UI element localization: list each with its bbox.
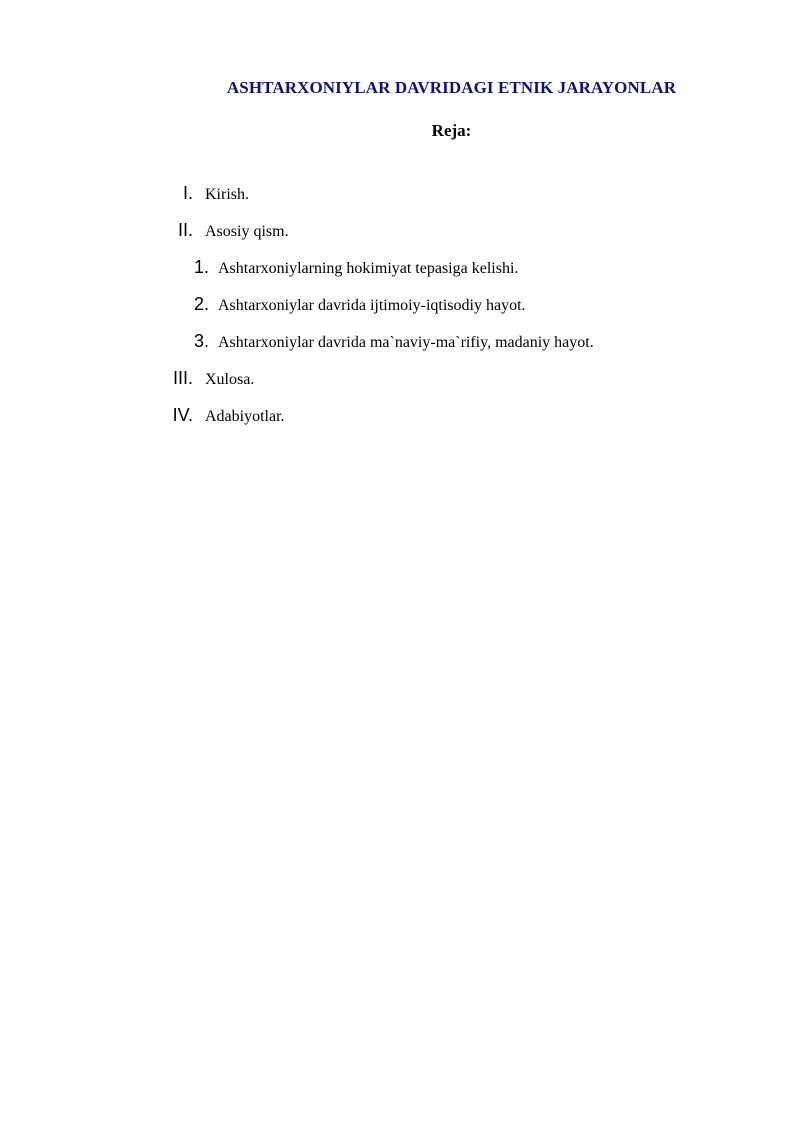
outline-number: II. [177, 220, 193, 240]
outline-text: Kirish. [205, 186, 249, 203]
outline-number: IV. [172, 405, 193, 425]
outline-text: Xulosa. [205, 371, 255, 388]
plan-heading: Reja: [431, 121, 472, 140]
outline-item [0, 363, 800, 400]
plan-outline [0, 178, 800, 437]
outline-text: Ashtarxoniylar davrida ijtimoiy-iqtisodiy hayot. [218, 297, 526, 314]
outline-number: 2. [193, 294, 209, 314]
outline-subitem [0, 326, 800, 363]
outline-number: 1. [193, 257, 209, 277]
outline-item [0, 215, 800, 252]
outline-subitem [0, 289, 800, 326]
outline-text: Ashtarxoniylar davrida ma`naviy-ma`rifiy, madaniy hayot. [218, 334, 594, 351]
outline-subitem [0, 252, 800, 289]
outline-text: Ashtarxoniylarning hokimiyat tepasiga kelishi. [218, 260, 519, 277]
outline-text: Adabiyotlar. [205, 408, 285, 425]
outline-number: III. [172, 368, 193, 388]
outline-item [0, 178, 800, 215]
outline-number: I. [182, 183, 193, 203]
outline-item [0, 400, 800, 437]
outline-text: Asosiy qism. [205, 223, 289, 240]
outline-number: 3. [193, 331, 209, 351]
document-title: ASHTARXONIYLAR DAVRIDAGI ETNIK JARAYONLAR [226, 78, 677, 97]
